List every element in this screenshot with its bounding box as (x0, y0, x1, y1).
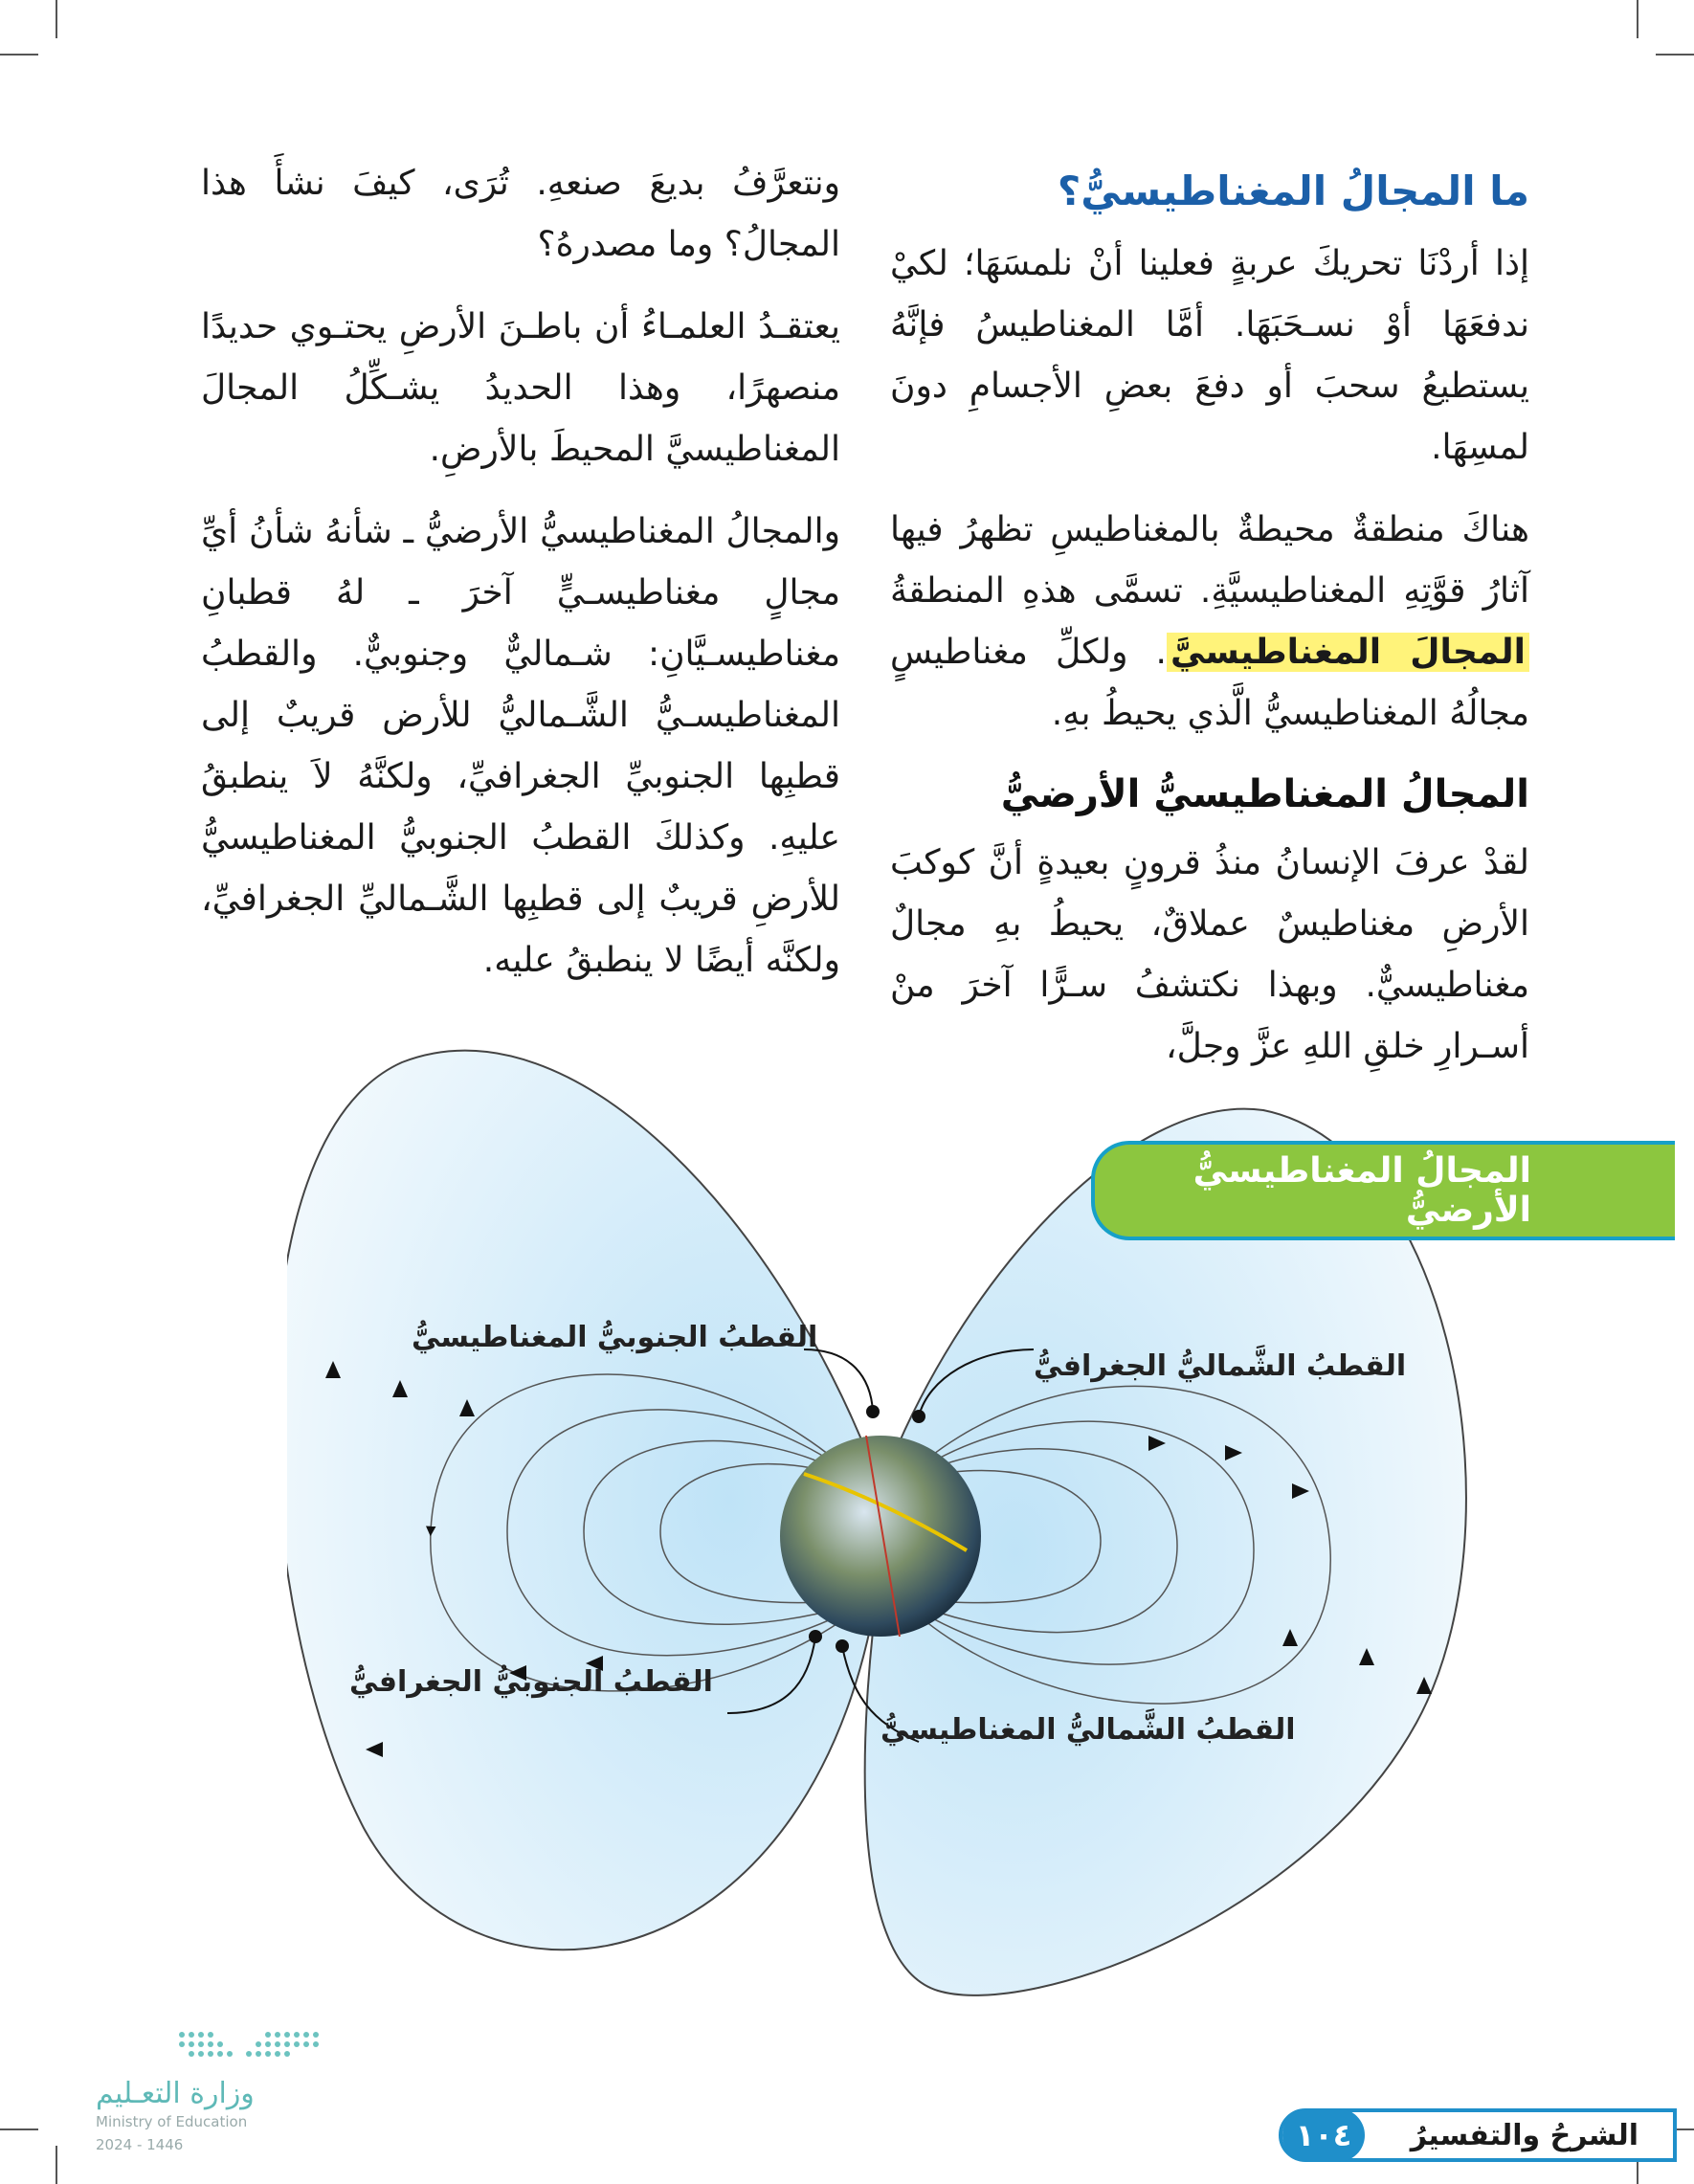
crop-mark (56, 0, 57, 38)
paragraph: والمجالُ المغناطيسيُّ الأرضيُّ ـ شأنهُ شأنُ أيِّ مجالٍ مغناطيسـيٍّ آخرَ ـ لهُ قطبانِ مغناطيسـيَّانِ: شـماليٌّ وجنوبيٌّ. والقطبُ المغناطيسـيُّ الشَّـماليُّ للأرض قريبٌ إلى قطبِها الجنوبيِّ الجغرافيِّ، ولكنَّهُ لاَ ينطبقُ عليهِ. وكذلكَ القطبُ الجنوبيُّ المغناطيسيُّ للأرضِ قريبٌ إلى قطبِها الشَّـماليِّ الجغرافيِّ، ولكنَّه أيضًا لا ينطبقُ عليه. (201, 512, 840, 980)
figure-title-banner (1091, 1141, 1675, 1240)
ministry-name-arabic: وزارة التعـليم (96, 2077, 255, 2110)
paragraph-text: هناكَ منطقةٌ محيطةٌ بالمغناطيسِ تظهرُ فيها آثارُ قوَّتِهِ المغناطيسيَّةِ. تسمَّى هذهِ المنطقةُ (890, 510, 1529, 611)
label-north-magnetic-pole: القطبُ الشَّماليُّ المغناطيسيُّ (880, 1713, 1296, 1747)
paragraph: يعتقـدُ العلمـاءُ أن باطـنَ الأرضِ يحتـوي حديدًا منصهرًا، وهذا الحديدُ يشـكِّلُ المجالَ المغناطيسيَّ المحيطَ بالأرضِ. (201, 307, 840, 469)
figure-title: المجالُ المغناطيسيُّ الأرضيُّ (1192, 1151, 1531, 1230)
paragraph: إذا أردْنَا تحريكَ عربةٍ فعلينا أنْ نلمسَهَا؛ لكيْ ندفعَهَا أوْ نسـحَبَهَا. أمَّا المغناطيسُ فإنَّهُ يستطيعُ سحبَ أو دفعَ بعضِ الأجسامِ دونَ لمسِهَا. (890, 244, 1529, 467)
crop-mark (0, 2128, 38, 2130)
left-column (201, 153, 840, 1013)
earth-globe (780, 1436, 981, 1637)
label-south-geographic-pole: القطبُ الجنوبيُّ الجغرافيُّ (349, 1665, 713, 1699)
crop-mark (1656, 54, 1694, 56)
paragraph: ونتعرَّفُ بديعَ صنعهِ. تُرَى، كيفَ نشأَ هذا المجالُ؟ وما مصدرهُ؟ (201, 164, 840, 264)
section-heading: ما المجالُ المغناطيسيُّ؟ (1057, 167, 1529, 214)
subheading: المجالُ المغناطيسيُّ الأرضيُّ (1000, 772, 1529, 816)
paragraph-text: . ولكلِّ مغناطيسٍ مجالُهُ المغناطيسيُّ الَّذي يحيطُ بهِ. (890, 633, 1529, 733)
edition-year: 2024 - 1446 (96, 2136, 184, 2153)
paragraph: لقدْ عرفَ الإنسانُ منذُ قرونٍ بعيدةٍ أنَّ كوكبَ الأرضِ مغناطيسٌ عملاقٌ، يحيطُ بهِ مجالٌ مغناطيسيٌّ. وبهذا نكتشفُ سـرًّا آخرَ منْ أسـرارِ خلقِ اللهِ عزَّ وجلَّ، (890, 843, 1529, 1066)
page-number: ١٠٤ (1282, 2108, 1365, 2162)
label-north-geographic-pole: القطبُ الشَّماليُّ الجغرافيُّ (1034, 1349, 1407, 1383)
section-label: الشرحُ والتفسيرُ (1410, 2118, 1638, 2152)
crop-mark (1637, 0, 1638, 38)
right-column (890, 163, 1529, 1099)
label-south-magnetic-pole: القطبُ الجنوبيُّ المغناطيسيُّ (412, 1321, 818, 1354)
crop-mark (0, 54, 38, 56)
ministry-name-english: Ministry of Education (96, 2113, 248, 2130)
crop-mark (56, 2146, 57, 2184)
paragraph (890, 500, 1529, 745)
highlighted-term: المجالَ المغناطيسيَّ (1167, 633, 1529, 672)
